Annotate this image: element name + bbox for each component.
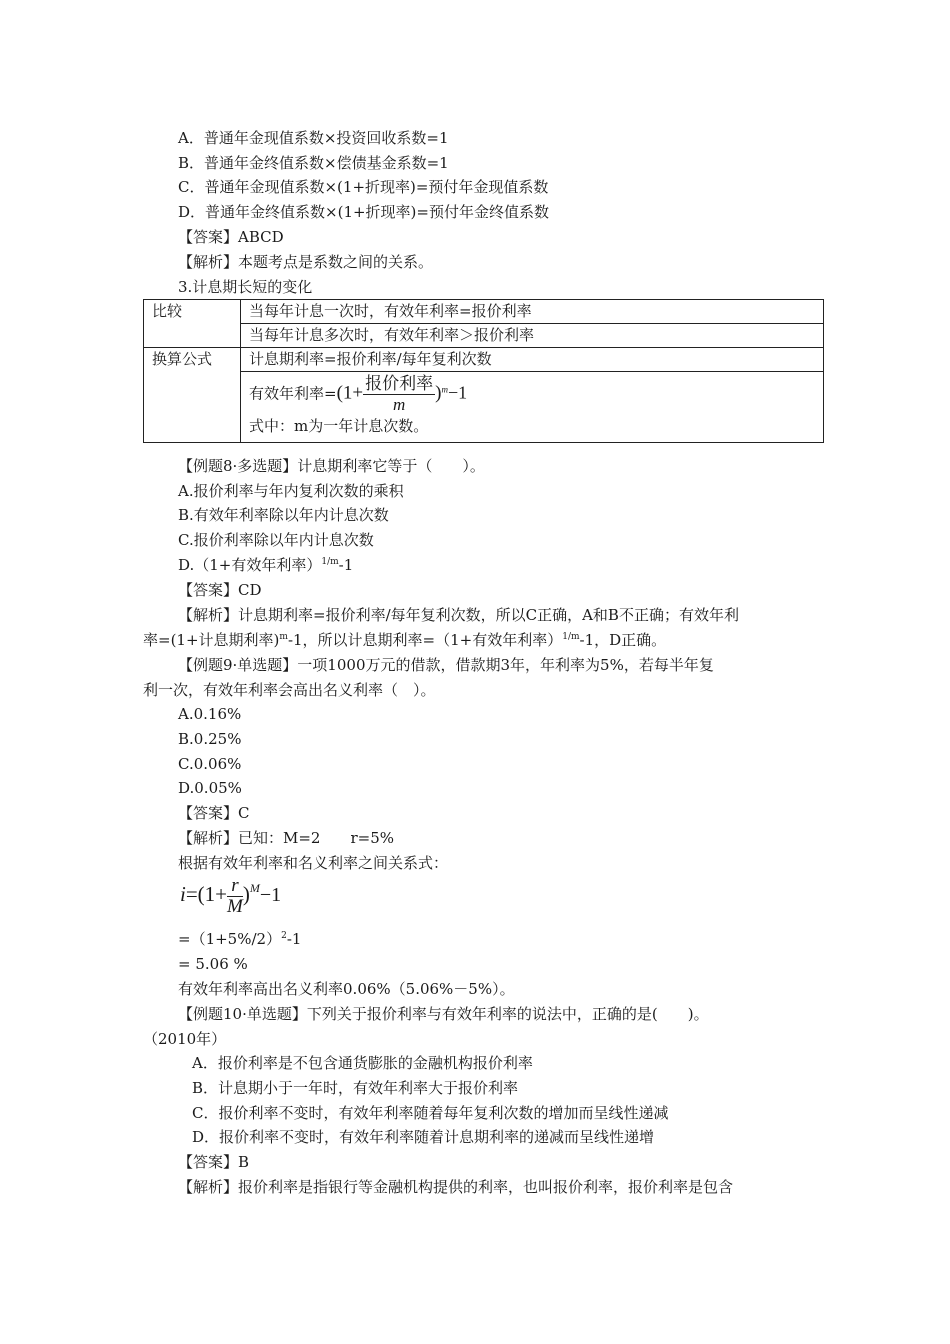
ex8-analysis-2a: 率=(1+计息期利率) <box>143 631 280 649</box>
table-cell-once: 当每年计息一次时，有效年利率=报价利率 <box>241 300 824 324</box>
ex9-formula-numerator: r <box>227 876 243 897</box>
ex8-analysis-2-sup: m <box>279 632 288 642</box>
ex9-calc-1 <box>178 927 301 951</box>
ex8-analysis-2-sup2: 1/m <box>562 632 580 642</box>
table-cell-formula <box>241 372 824 443</box>
formula-fraction <box>363 374 435 415</box>
formula-open: (1+ <box>336 382 364 404</box>
ex9-answer: 【答案】C <box>178 804 250 822</box>
ex9-relation: 根据有效年利率和名义利率之间关系式： <box>178 854 449 872</box>
ex10-option-b: B．计息期小于一年时，有效年利率大于报价利率 <box>192 1079 519 1097</box>
option-d: D．普通年金终值系数×(1+折现率)=预付年金终值系数 <box>178 203 549 221</box>
ex9-conclusion: 有效年利率高出名义利率0.06%（5.06%－5%）。 <box>178 980 515 998</box>
ex8-option-d <box>178 553 353 577</box>
ex9-formula-fraction <box>227 876 243 917</box>
ex8-title: 【例题8·多选题】计息期利率它等于（ ）。 <box>178 457 485 475</box>
ex8-analysis-2 <box>143 628 666 652</box>
ex10-option-a: A．报价利率是不包含通货膨胀的金融机构报价利率 <box>192 1054 533 1072</box>
ex8-option-c: C.报价利率除以年内计息次数 <box>178 531 374 549</box>
ex9-formula-tail: −1 <box>259 884 282 906</box>
option-c: C．普通年金现值系数×(1+折现率)=预付年金现值系数 <box>178 178 549 196</box>
ex9-option-d: D.0.05% <box>178 779 242 797</box>
table-label-formula: 换算公式 <box>144 348 241 443</box>
ex8-answer: 【答案】CD <box>178 581 262 599</box>
ex9-calc-1-sup: 2 <box>281 931 287 941</box>
ex10-title: 【例题10·单选题】下列关于报价利率与有效年利率的说法中，正确的是( )。 <box>178 1005 709 1023</box>
ex10-option-d: D．报价利率不变时，有效年利率随着计息期利率的递减而呈线性递增 <box>192 1128 655 1146</box>
option-a: A．普通年金现值系数×投资回收系数=1 <box>178 129 449 147</box>
ex9-option-c: C.0.06% <box>178 755 242 773</box>
formula-tail: −1 <box>447 382 468 403</box>
ex8-analysis-2c: -1，D正确。 <box>579 631 667 649</box>
ex10-year: （2010年） <box>143 1030 227 1048</box>
ex8-d-main: D.（1+有效年利率） <box>178 556 322 574</box>
formula-note: 式中：m为一年计息次数。 <box>249 417 429 435</box>
ex10-analysis: 【解析】报价利率是指银行等金融机构提供的利率，也叫报价利率，报价利率是包含 <box>178 1178 734 1196</box>
ex9-calc-2: = 5.06 % <box>178 955 248 973</box>
formula-denominator: m <box>392 395 406 414</box>
formula-prefix: 有效年利率= <box>249 384 337 403</box>
effective-rate-formula <box>249 374 815 415</box>
ex9-title-1: 【例题9·单选题】一项1000万元的借款，借款期3年，年利率为5%，若每半年复 <box>178 656 714 674</box>
ex9-calc-1b: -1 <box>286 930 302 948</box>
ex9-option-b: B.0.25% <box>178 730 242 748</box>
ex9-formula-exponent: M <box>249 881 260 895</box>
formula-numerator: 报价利率 <box>365 374 434 394</box>
ex8-option-a: A.报价利率与年内复利次数的乘积 <box>178 482 404 500</box>
option-b: B．普通年金终值系数×偿债基金系数=1 <box>178 154 449 172</box>
ex10-option-c: C．报价利率不变时，有效年利率随着每年复利次数的增加而呈线性递减 <box>192 1104 669 1122</box>
ex9-formula-i: i <box>180 882 186 906</box>
rate-comparison-table <box>143 299 824 443</box>
ex9-calc-1a: =（1+5%/2） <box>178 930 282 948</box>
formula-exponent: m <box>441 384 448 395</box>
ex9-analysis: 【解析】已知：M=2 r=5% <box>178 829 395 847</box>
section-title: 3.计息期长短的变化 <box>178 278 313 296</box>
ex9-option-a: A.0.16% <box>178 705 242 723</box>
ex9-formula-open: =(1+ <box>185 882 228 906</box>
table-cell-period-rate: 计息期利率=报价利率/每年复利次数 <box>241 348 824 372</box>
ex10-answer: 【答案】B <box>178 1153 250 1171</box>
analysis-top: 【解析】本题考点是系数之间的关系。 <box>178 253 434 271</box>
table-cell-multiple: 当每年计息多次时，有效年利率＞报价利率 <box>241 324 824 348</box>
ex9-formula-denominator: M <box>227 896 243 917</box>
ex8-analysis-1: 【解析】计息期利率=报价利率/每年复利次数，所以C正确，A和B不正确；有效年利 <box>178 606 739 624</box>
formula-close: ) <box>435 382 442 404</box>
ex8-option-b: B.有效年利率除以年内计息次数 <box>178 506 389 524</box>
answer-top: 【答案】ABCD <box>178 228 284 246</box>
ex9-formula <box>180 876 281 917</box>
ex8-d-tail: -1 <box>338 556 354 574</box>
ex8-d-sup: 1/m <box>321 557 339 567</box>
table-label-compare: 比较 <box>144 300 241 348</box>
ex9-formula-close: ) <box>242 882 250 906</box>
ex8-analysis-2b: -1，所以计息期利率=（1+有效年利率） <box>287 631 563 649</box>
ex9-title-2: 利一次，有效年利率会高出名义利率（ ）。 <box>143 681 436 699</box>
